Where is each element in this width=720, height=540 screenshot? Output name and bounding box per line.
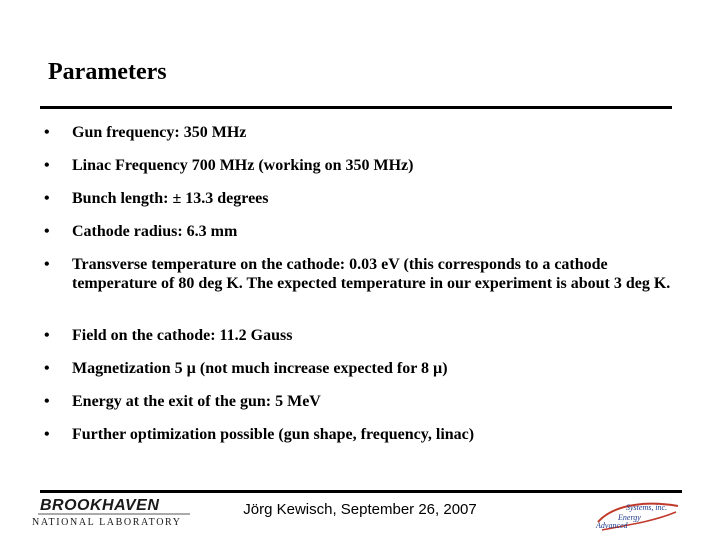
bullet-item <box>42 426 682 445</box>
bullet-dot: • <box>44 393 50 410</box>
bullet-text: Further optimization possible (gun shape, frequency, linac) <box>72 426 475 443</box>
bullet-dot: • <box>44 327 50 344</box>
bullet-item <box>42 327 682 346</box>
bullet-text: Magnetization 5 µ (not much increase expected for 8 µ) <box>72 360 448 377</box>
bullet-text: Transverse temperature on the cathode: 0.03 eV (this corresponds to a cathode temperature of 80 deg K. The expected temperature in our experiment is about 3 deg K. <box>72 256 671 292</box>
bullet-item <box>42 157 682 176</box>
bullet-dot: • <box>44 360 50 377</box>
bullet-item <box>42 360 682 379</box>
bullet-text: Cathode radius: 6.3 mm <box>72 223 238 240</box>
bullet-item <box>42 190 682 209</box>
footer-author-date: Jörg Kewisch, September 26, 2007 <box>243 501 477 518</box>
aes-energy-text: Energy <box>618 513 641 522</box>
bullet-text: Linac Frequency 700 MHz (working on 350 MHz) <box>72 157 414 174</box>
bullet-item <box>42 393 682 412</box>
bullet-item <box>42 124 682 143</box>
bullet-text: Energy at the exit of the gun: 5 MeV <box>72 393 321 410</box>
aes-advanced-text: Advanced <box>596 521 628 530</box>
national-laboratory-text: NATIONAL LABORATORY <box>32 517 182 528</box>
bullet-dot: • <box>44 223 50 240</box>
bullet-dot: • <box>44 190 50 207</box>
bullet-dot: • <box>44 256 50 273</box>
title-divider <box>40 106 672 109</box>
bullet-item <box>42 256 682 293</box>
footer-divider <box>40 490 682 493</box>
bullet-text: Bunch length: ± 13.3 degrees <box>72 190 269 207</box>
bullet-text: Gun frequency: 350 MHz <box>72 124 247 141</box>
aes-systems-text: Systems, inc. <box>626 503 668 512</box>
aes-logo <box>592 496 682 536</box>
bullet-text: Field on the cathode: 11.2 Gauss <box>72 327 293 344</box>
brookhaven-logo-text: BROOKHAVEN <box>40 497 160 514</box>
bullet-item <box>42 223 682 242</box>
bullet-dot: • <box>44 157 50 174</box>
bullet-dot: • <box>44 426 50 443</box>
bullet-dot: • <box>44 124 50 141</box>
page-title: Parameters <box>48 59 167 85</box>
